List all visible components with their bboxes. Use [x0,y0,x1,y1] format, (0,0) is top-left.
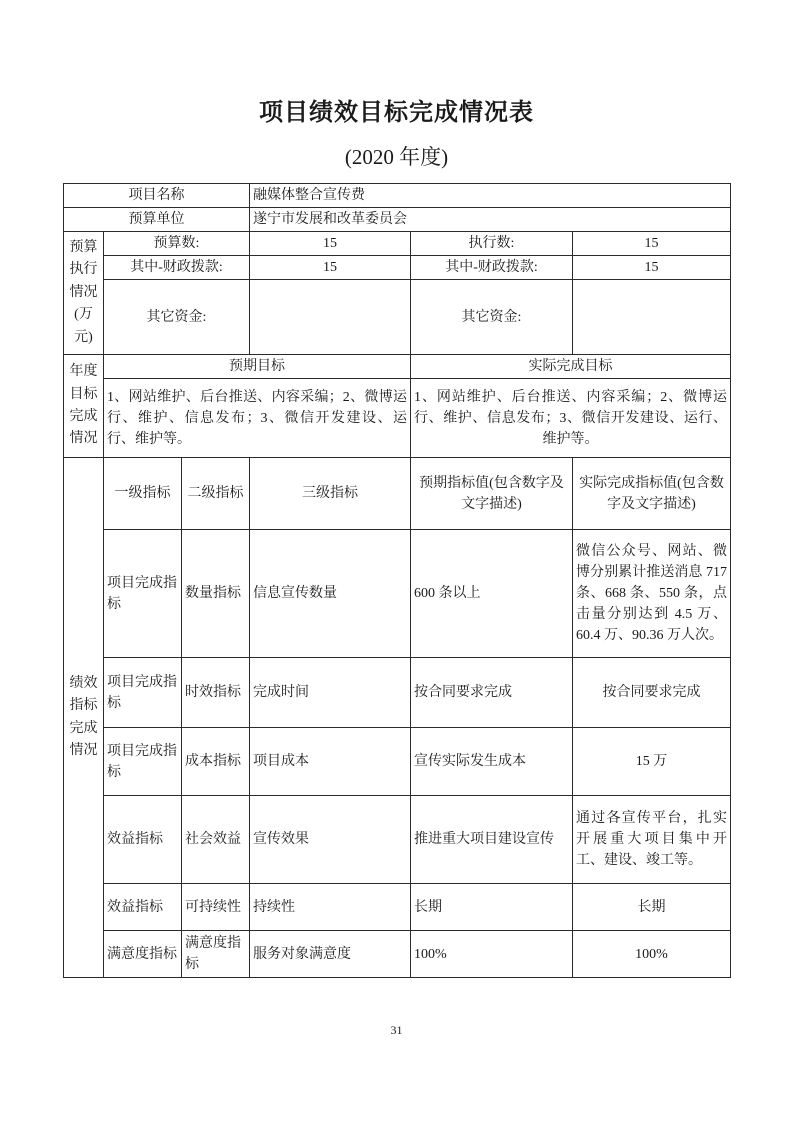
budget-r1-value1-cell: 15 [250,256,411,280]
budget-r2-label1-cell: 其它资金: [104,280,250,355]
budget-r0-label2-cell: 执行数: [411,232,573,256]
perf-r3-actual-cell: 通过各宣传平台，扎实开展重大项目集中开工、建设、竣工等。 [573,796,731,884]
perf-r4-level2-cell: 可持续性 [182,884,250,931]
perf-row-cost [64,728,731,796]
perf-r1-actual-cell: 按合同要求完成 [573,658,731,728]
section-annual-goals-label: 年度目标完成情况 [64,355,104,458]
perf-r0-level1-cell: 项目完成指标 [104,530,182,658]
page-number: 31 [390,1023,403,1037]
perf-r0-actual-cell: 微信公众号、网站、微博分别累计推送消息 717 条、668 条、550 条，点击量分别达到 4.5 万、60.4 万、90.36 万人次。 [573,530,731,658]
section-budget-exec-label: 预算执行情况(万元) [64,232,104,355]
perf-r2-actual-cell: 15 万 [573,728,731,796]
perf-r3-level2-cell: 社会效益 [182,796,250,884]
perf-r5-level3-cell: 服务对象满意度 [250,931,411,978]
annual-expected-text-cell: 1、网站维护、后台推送、内容采编；2、微博运行、维护、信息发布；3、微信开发建设、运行、维护等。 [104,379,411,458]
perf-r4-actual-cell: 长期 [573,884,731,931]
page-title: 项目绩效目标完成情况表 [259,100,534,126]
perf-row-quantity [64,530,731,658]
perf-r3-level1-cell: 效益指标 [104,796,182,884]
perf-r0-level3-cell: 信息宣传数量 [250,530,411,658]
perf-r3-level3-cell: 宣传效果 [250,796,411,884]
annual-actual-header-cell: 实际完成目标 [411,355,731,379]
perf-r5-expected-cell: 100% [411,931,573,978]
budget-row-3 [64,280,731,355]
budget-r2-value2-cell [573,280,731,355]
perf-r3-expected-cell: 推进重大项目建设宣传 [411,796,573,884]
budget-row-2 [64,256,731,280]
budget-r1-label2-cell: 其中-财政拨款: [411,256,573,280]
perf-header-actual-cell: 实际完成指标值(包含数字及文字描述) [573,458,731,530]
perf-row-sustainability [64,884,731,931]
perf-header-level2-cell: 二级指标 [182,458,250,530]
perf-header-level3-cell: 三级指标 [250,458,411,530]
budget-unit-value-cell: 遂宁市发展和改革委员会 [250,208,731,232]
budget-r0-value1-cell: 15 [250,232,411,256]
performance-report-table [63,183,731,978]
budget-r2-label2-cell: 其它资金: [411,280,573,355]
budget-unit-row [64,208,731,232]
perf-r1-level3-cell: 完成时间 [250,658,411,728]
perf-r4-level3-cell: 持续性 [250,884,411,931]
perf-header-row [64,458,731,530]
project-name-value-cell: 融媒体整合宣传费 [250,184,731,208]
annual-content-row [64,379,731,458]
annual-header-row [64,355,731,379]
perf-row-timeliness [64,658,731,728]
budget-unit-label-cell: 预算单位 [64,208,250,232]
budget-r1-value2-cell: 15 [573,256,731,280]
perf-r1-level2-cell: 时效指标 [182,658,250,728]
perf-r5-actual-cell: 100% [573,931,731,978]
budget-r0-label1-cell: 预算数: [104,232,250,256]
budget-r0-value2-cell: 15 [573,232,731,256]
perf-r0-expected-cell: 600 条以上 [411,530,573,658]
perf-r4-expected-cell: 长期 [411,884,573,931]
perf-row-social-benefit [64,796,731,884]
perf-r1-level1-cell: 项目完成指标 [104,658,182,728]
perf-row-satisfaction [64,931,731,978]
perf-header-expected-cell: 预期指标值(包含数字及文字描述) [411,458,573,530]
perf-r1-expected-cell: 按合同要求完成 [411,658,573,728]
project-name-row [64,184,731,208]
annual-expected-header-cell: 预期目标 [104,355,411,379]
budget-r2-value1-cell [250,280,411,355]
perf-r4-level1-cell: 效益指标 [104,884,182,931]
project-name-label-cell: 项目名称 [64,184,250,208]
perf-r2-level1-cell: 项目完成指标 [104,728,182,796]
perf-r2-level3-cell: 项目成本 [250,728,411,796]
perf-r5-level1-cell: 满意度指标 [104,931,182,978]
perf-r2-level2-cell: 成本指标 [182,728,250,796]
perf-r5-level2-cell: 满意度指标 [182,931,250,978]
perf-header-level1-cell: 一级指标 [104,458,182,530]
budget-r1-label1-cell: 其中-财政拨款: [104,256,250,280]
annual-actual-text-cell: 1、网站维护、后台推送、内容采编；2、微博运行、维护、信息发布；3、微信开发建设、运行、维护等。 [411,379,731,458]
perf-r2-expected-cell: 宣传实际发生成本 [411,728,573,796]
section-performance-label: 绩效指标完成情况 [64,458,104,978]
budget-row-1 [64,232,731,256]
page-subtitle: (2020 年度) [344,145,449,169]
perf-r0-level2-cell: 数量指标 [182,530,250,658]
